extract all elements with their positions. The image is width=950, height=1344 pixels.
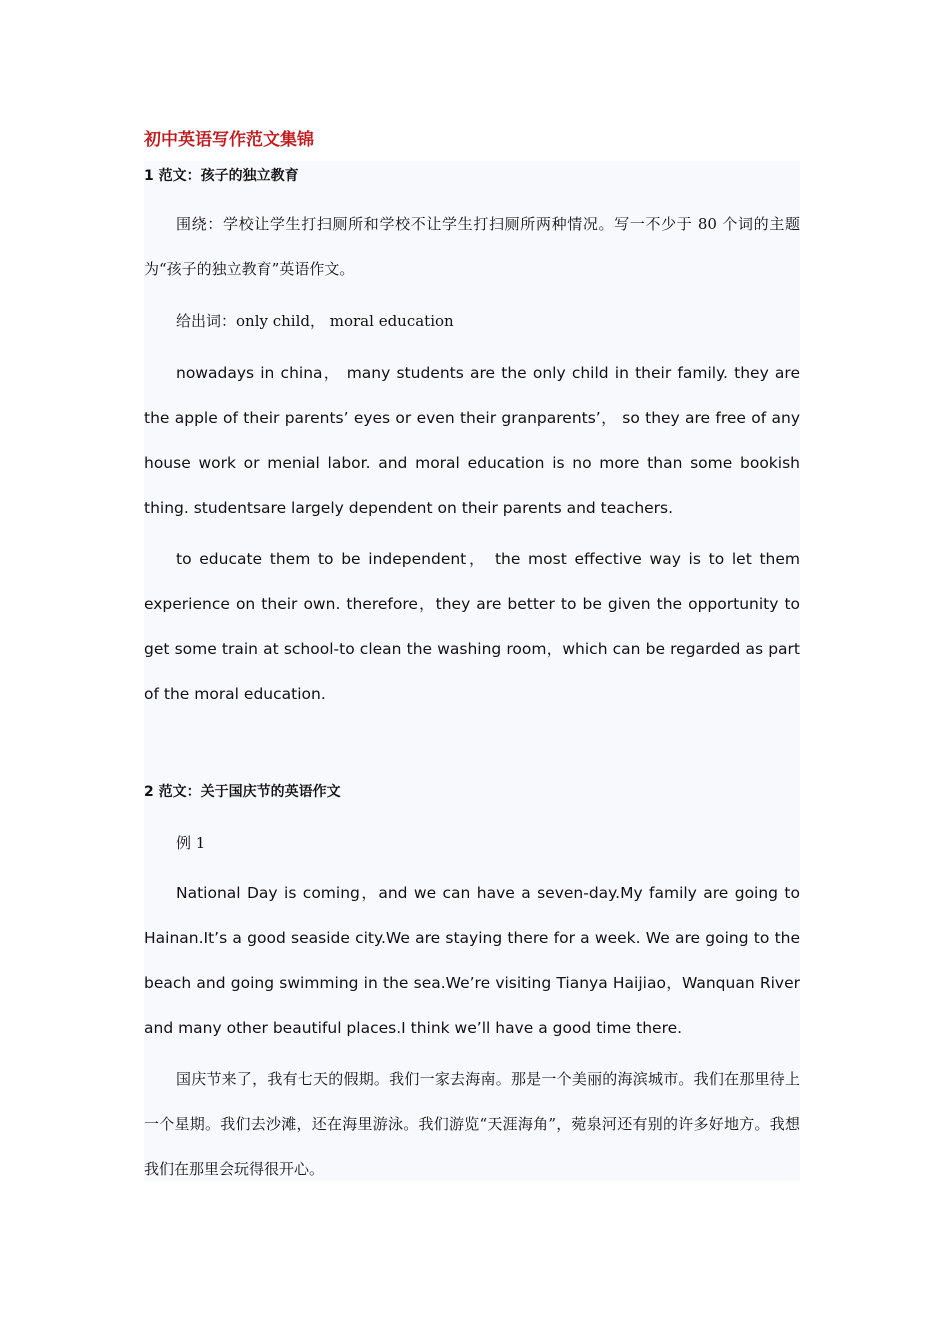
section-1-given-words: 给出词：only child， moral education: [176, 312, 454, 330]
section-1-paragraph-1: nowadays in china， many students are the only child in their family. they are the apple of their parents’ eyes or even their granparents’， so they are free of any house work or menial labor. and moral education is no more than some bookish thing. studentsare largely dependent on their parents and teachers.: [144, 364, 800, 517]
section-1-heading: 1 范文：孩子的独立教育: [144, 168, 299, 184]
section-2-heading: 2 范文：关于国庆节的英语作文: [144, 784, 341, 800]
section-1-paragraph-2: to educate them to be independent， the most effective way is to let them experience on their own. therefore，they are better to be given the opportunity to get some train at school-to clean the washing room，which can be regarded as part of the moral education.: [144, 550, 800, 703]
document-title: 初中英语写作范文集锦: [144, 130, 314, 150]
section-1-prompt: 围绕：学校让学生打扫厕所和学校不让学生打扫厕所两种情况。写一不少于 80 个词的主题为“孩子的独立教育”英语作文。: [144, 215, 800, 278]
section-2-example-label: 例 1: [176, 834, 206, 852]
section-2-chinese-paragraph: 国庆节来了，我有七天的假期。我们一家去海南。那是一个美丽的海滨城市。我们在那里待上一个星期。我们去沙滩，还在海里游泳。我们游览“天涯海角”，菀泉河还有别的许多好地方。我想我们在那里会玩得很开心。: [144, 1070, 800, 1178]
section-2-english-paragraph: National Day is coming，and we can have a seven-day.My family are going to Hainan.It’s a good seaside city.We are staying there for a week. We are going to the beach and going swimming in the sea.We’re visiting Tianya Haijiao，Wanquan River and many other beautiful places.I think we’ll have a good time there.: [144, 884, 800, 1037]
